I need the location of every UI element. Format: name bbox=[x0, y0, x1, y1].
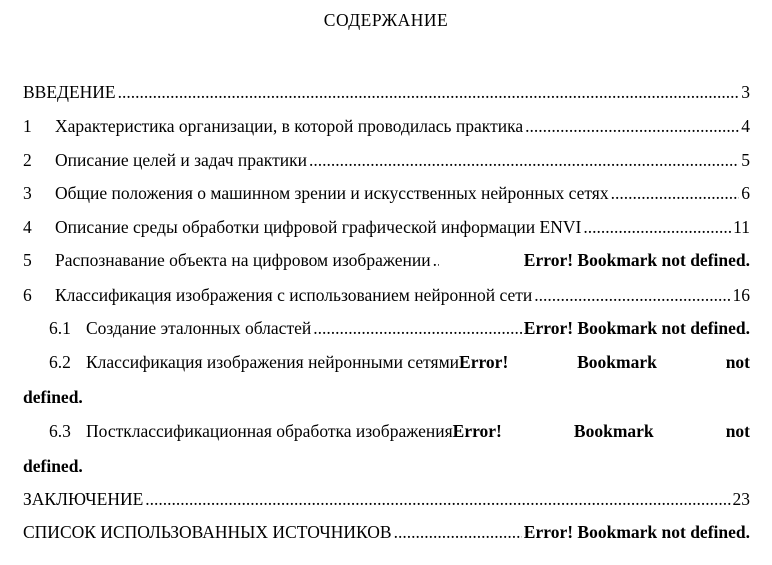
toc-page-number: 16 bbox=[732, 285, 750, 305]
toc-bookmark-error-word: Error! bbox=[459, 352, 509, 372]
toc-entry-1[interactable] bbox=[23, 116, 750, 140]
toc-entry-number: 6.1 bbox=[49, 318, 71, 338]
toc-entry-text: СПИСОК ИСПОЛЬЗОВАННЫХ ИСТОЧНИКОВ bbox=[23, 522, 392, 542]
toc-entry-number: 6.3 bbox=[49, 421, 71, 441]
toc-bookmark-error-word: Bookmark bbox=[577, 352, 657, 372]
toc-leader-dots bbox=[309, 150, 739, 171]
toc-entry-conclusion[interactable] bbox=[23, 489, 750, 513]
toc-bookmark-error-word: not bbox=[725, 421, 750, 441]
toc-entry-6[interactable] bbox=[23, 285, 750, 309]
toc-entry-number: 6 bbox=[23, 285, 32, 305]
toc-page-number: 4 bbox=[741, 116, 750, 136]
toc-entry-number: 5 bbox=[23, 250, 32, 270]
toc-entry-text: Характеристика организации, в которой проводилась практика bbox=[55, 116, 524, 136]
toc-entry-6-1[interactable] bbox=[49, 318, 750, 342]
toc-entry-6-2[interactable] bbox=[49, 352, 750, 376]
toc-page-number: 6 bbox=[741, 183, 750, 203]
toc-entry-introduction[interactable] bbox=[23, 82, 750, 106]
toc-leader-dots bbox=[394, 522, 522, 543]
toc-entry-number: 4 bbox=[23, 217, 32, 237]
toc-bookmark-error-continuation: defined. bbox=[23, 387, 83, 407]
toc-entry-5[interactable] bbox=[23, 250, 750, 274]
toc-leader-dots bbox=[313, 318, 522, 339]
toc-page-number: 3 bbox=[741, 82, 750, 102]
toc-entry-text: Общие положения о машинном зрении и искусственных нейронных сетях bbox=[55, 183, 609, 203]
toc-title: СОДЕРЖАНИЕ bbox=[323, 10, 449, 30]
toc-leader-dots bbox=[433, 250, 439, 271]
toc-entry-text: Описание среды обработки цифровой графической информации ENVI bbox=[55, 217, 582, 237]
toc-entry-3[interactable] bbox=[23, 183, 750, 207]
toc-leader-dots bbox=[534, 285, 730, 306]
toc-entry-text: Постклассификационная обработка изображения bbox=[86, 421, 453, 441]
toc-bookmark-error: Error! Bookmark not defined. bbox=[523, 318, 750, 338]
toc-entry-text: Создание эталонных областей bbox=[86, 318, 312, 338]
toc-leader-dots bbox=[118, 82, 740, 103]
toc-bookmark-error: Error! Bookmark not defined. bbox=[523, 250, 750, 270]
toc-leader-dots bbox=[611, 183, 740, 204]
toc-page-number: 11 bbox=[733, 217, 750, 237]
toc-entry-references[interactable] bbox=[23, 522, 750, 546]
toc-bookmark-error-continuation: defined. bbox=[23, 456, 83, 476]
toc-bookmark-error-word: not bbox=[725, 352, 751, 372]
toc-entry-number: 6.2 bbox=[49, 352, 71, 372]
toc-entry-4[interactable] bbox=[23, 217, 750, 241]
toc-bookmark-error-word: Bookmark bbox=[573, 421, 654, 441]
toc-entry-2[interactable] bbox=[23, 150, 750, 174]
toc-bookmark-error: Error! Bookmark not defined. bbox=[523, 522, 750, 542]
toc-entry-text: Распознавание объекта на цифровом изображении bbox=[55, 250, 431, 270]
toc-entry-text: ВВЕДЕНИЕ bbox=[23, 82, 116, 102]
toc-page-number: 5 bbox=[741, 150, 750, 170]
toc-page-number: 23 bbox=[732, 489, 750, 509]
toc-entry-6-3[interactable] bbox=[49, 421, 750, 445]
toc-entry-text: Описание целей и задач практики bbox=[55, 150, 307, 170]
toc-entry-number: 2 bbox=[23, 150, 32, 170]
toc-entry-number: 3 bbox=[23, 183, 32, 203]
toc-entry-text: ЗАКЛЮЧЕНИЕ bbox=[23, 489, 144, 509]
toc-entry-text: Классификация изображения с использованием нейронной сети bbox=[55, 285, 533, 305]
toc-leader-dots bbox=[525, 116, 739, 137]
toc-bookmark-error-word: Error! bbox=[452, 421, 502, 441]
toc-leader-dots bbox=[145, 489, 730, 510]
toc-leader-dots bbox=[583, 217, 731, 238]
toc-entry-number: 1 bbox=[23, 116, 32, 136]
toc-entry-text: Классификация изображения нейронными сетями bbox=[86, 352, 460, 372]
